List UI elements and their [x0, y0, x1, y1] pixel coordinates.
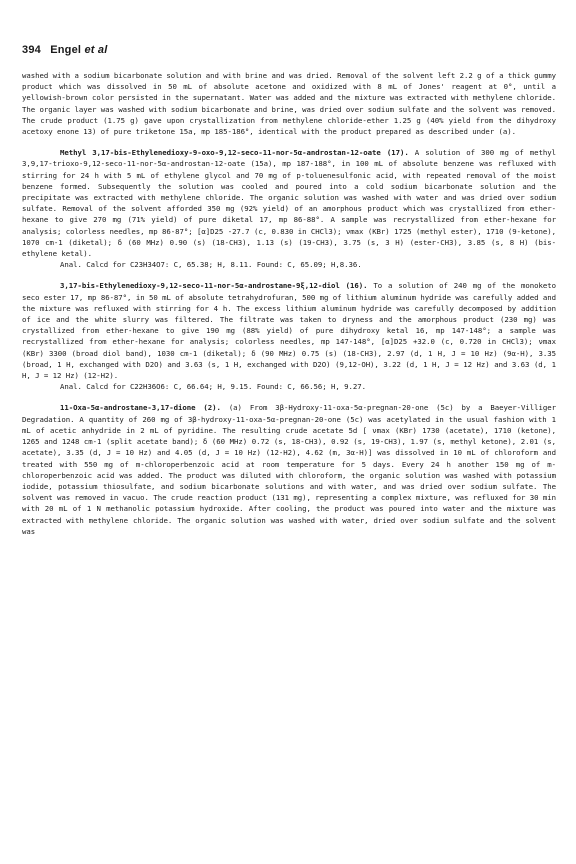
compound-heading: 11-Oxa-5α-androstane-3,17-dione (2). [60, 403, 221, 413]
paragraph-text: (a) From 3β-Hydroxy-11-oxa-5α-pregnan-20-one (5c) by a Baeyer-Villiger Degradation. A quantity of 260 mg of 3β-hydroxy-11-oxa-5α-pregnan-20-one (5c) was acetylated in the usual fashion with 1 mL of acetic anhydride in 2 mL of pyridine. The resulting crude acetate 5d [ νmax (KBr) 1730 (acetate), 1710 (ketone), 1265 and 1248 cm-1 (split acetate band); δ (60 MHz) 0.72 (s, 18-CH3), 0.92 (s, 19-CH3), 1.97 (s, methyl ketone), 2.01 (s, acetate), 3.35 (d, J = 10 Hz) and 4.05 (d, J = 10 Hz) (12-H2), 4.62 (m, 3α-H)] was dissolved in 10 mL of chloroform and treated with 550 mg of m-chloroperbenzoic acid at room temperature for 5 days. Every 24 h another 150 mg of m-chloroperbenzoic acid was added. The product was diluted with chloroform, the organic solution was washed with potassium iodide, potassium thiosulfate, and sodium bicarbonate solutions and with water, and was dried over sodium sulfate. The solvent was removed in vacuo. The crude reaction product (131 mg), representing a complex mixture, was refluxed for 30 min with 20 mL of 1 N methanolic potassium hydroxide. After cooling, the product was poured into water and the mixture was extracted with methylene chloride. The organic solution was washed with water, dried over sodium sulfate and the solvent was [22, 403, 556, 536]
paragraph-text: A solution of 300 mg of methyl 3,9,17-trioxo-9,12-seco-11-nor-5α-androstan-12-oate (15a), mp 187-188°, in 100 mL of absolute benzene was refluxed with stirring for 24 h with 5 mL of ethylene glycol and 70 mg of p-toluenesulfonic acid, with repeated removal of the moist benzene formed. Subsequently the solution was cooled and poured into a cold sodium bicarbonate solution and the precipitate was extracted with methylene chloride. The organic solution was washed with water and was dried over sodium sulfate. Removal of the solvent afforded 350 mg (92% yield) of an amorphous product which was crystallized from ether-hexane to give 270 mg (71% yield) of pure diketal 17, mp 86-88°. A sample was recrystallized from ether-hexane for analysis; colorless needles, mp 86-87°; [α]D25 -27.7 (c, 0.830 in CHCl3); νmax (KBr) 1725 (methyl ester), 1710 (9-ketone), 1070 cm-1 (diketal); δ (60 MHz) 0.90 (s) (18-CH3), 1.13 (s) (19-CH3), 3.75 (s, 3 H) (ester-CH3), 3.85 (s, 8 H) (bis-ethylene ketal). [22, 148, 556, 259]
elemental-analysis [22, 259, 556, 270]
compound-heading: Methyl 3,17-bis-Ethylenedioxy-9-oxo-9,12-seco-11-nor-5α-androstan-12-oate (17). [60, 148, 409, 158]
paragraph-text: washed with a sodium bicarbonate solution and with brine and was dried. Removal of the solvent left 2.2 g of a thick gummy product which was dissolved in 50 mL of absolute acetone and oxidized with 8 mL of Jones' reagent at 0°, until a yellowish-brown color persisted in the supernatant. Water was added and the mixture was extracted with methylene chloride. The organic layer was washed with sodium bicarbonate and brine, was dried over sodium sulfate and the solvent was removed. The crude product (1.75 g) gave upon crystallization from methylene chloride-ether 1.25 g (40% yield from the dihydroxy acetoxy enone 13) of pure triketone 15a, mp 185-186°, identical with the product prepared as described under (a). [22, 71, 556, 137]
running-head-etal: et al [84, 44, 108, 56]
paragraph-compound-16 [22, 280, 556, 381]
page-header [22, 44, 556, 56]
running-head-authors: Engel [50, 44, 82, 56]
elemental-analysis [22, 381, 556, 392]
page-number: 394 [22, 44, 41, 56]
analysis-text: Anal. Calcd for C23H34O7: C, 65.38; H, 8.11. Found: C, 65.09; H,8.36. [60, 260, 362, 270]
analysis-text: Anal. Calcd for C22H36O6: C, 66.64; H, 9.15. Found: C, 66.56; H, 9.27. [60, 382, 366, 392]
paragraph-continuation [22, 70, 556, 137]
paragraph-compound-2 [22, 402, 556, 536]
paragraph-compound-17 [22, 147, 556, 259]
paragraph-text: To a solution of 240 mg of the monoketo seco ester 17, mp 86-87°, in 50 mL of absolute tetrahydrofuran, 500 mg of lithium aluminum hydride was carefully added and the mixture was refluxed with stirring for 4 h. The excess lithium aluminum hydride was carefully decomposed by addition of ice and the white slurry was filtered. The filtrate was taken to dryness and the amorphous product (230 mg) was crystallized from ether-hexane to give 190 mg (88% yield) of pure dihydroxy ketal 16, mp 147-148°; a sample was recrystallized from ether-hexane for analysis; colorless needles, mp 147-148°, [α]D25 +32.0 (c, 0.720 in CHCl3); νmax (KBr) 3300 (broad diol band), 1030 cm-1 (diketal); δ (90 MHz) 0.75 (s) (18-CH3), 2.97 (d, 1 H, J = 10 Hz) (9α-H), 3.35 (broad, 1 H, exchanged with D2O) and 3.63 (s, 1 H, exchanged with D2O) (9,12-OH), 3.22 (d, 1 H, J = 12 Hz) and 3.63 (d, 1 H, J = 12 Hz) (12-H2). [22, 281, 557, 381]
document-page [22, 44, 556, 537]
compound-heading: 3,17-bis-Ethylenedioxy-9,12-seco-11-nor-5α-androstane-9ξ,12-diol (16). [60, 281, 368, 291]
